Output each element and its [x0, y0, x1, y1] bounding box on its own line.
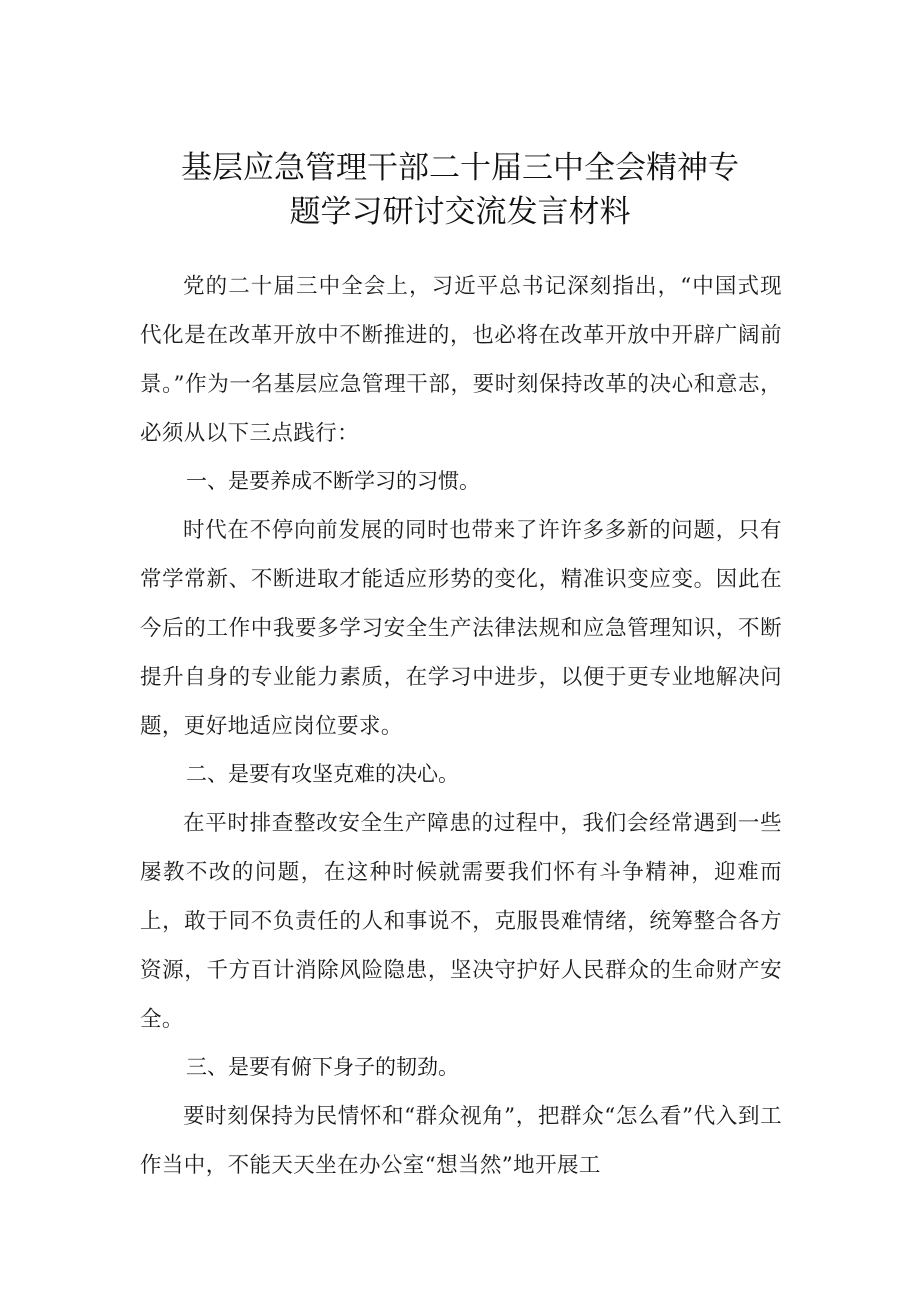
intro-paragraph: 党的二十届三中全会上，习近平总书记深刻指出，“中国式现代化是在改革开放中不断推进的，也必将在改革开放中开辟广阔前景。”作为一名基层应急管理干部，要时刻保持改革的决心和意志，必须从以下三点践行：	[140, 274, 782, 446]
section-body-1: 时代在不停向前发展的同时也带来了许许多多新的问题，只有常学常新、不断进取才能适应形势的变化，精准识变应变。因此在今后的工作中我要多学习安全生产法律法规和应急管理知识，不断提升自身的专业能力素质，在学习中进步，以便于更专业地解决问题，更好地适应岗位要求。	[140, 518, 782, 739]
section-heading-3: 三、是要有俯下身子的韧劲。	[186, 1055, 459, 1079]
section-body-3: 要时刻保持为民情怀和“群众视角”，把群众“怎么看”代入到工作当中，不能天天坐在办公室“想当然”地开展工	[140, 1104, 782, 1178]
document-title-line-1: 基层应急管理干部二十届三中全会精神专	[181, 150, 739, 186]
section-body-2: 在平时排查整改安全生产障患的过程中，我们会经常遇到一些屡教不改的问题，在这种时候就需要我们怀有斗争精神，迎难而上，敢于同不负责任的人和事说不，克服畏难情绪，统筹整合各方资源，千方百计消除风险隐患，坚决守护好人民群众的生命财产安全。	[140, 811, 782, 1032]
section-heading-1: 一、是要养成不断学习的习惯。	[186, 469, 480, 493]
section-heading-2: 二、是要有攻坚克难的决心。	[186, 762, 459, 786]
document-title-line-2: 题学习研讨交流发言材料	[289, 194, 631, 230]
